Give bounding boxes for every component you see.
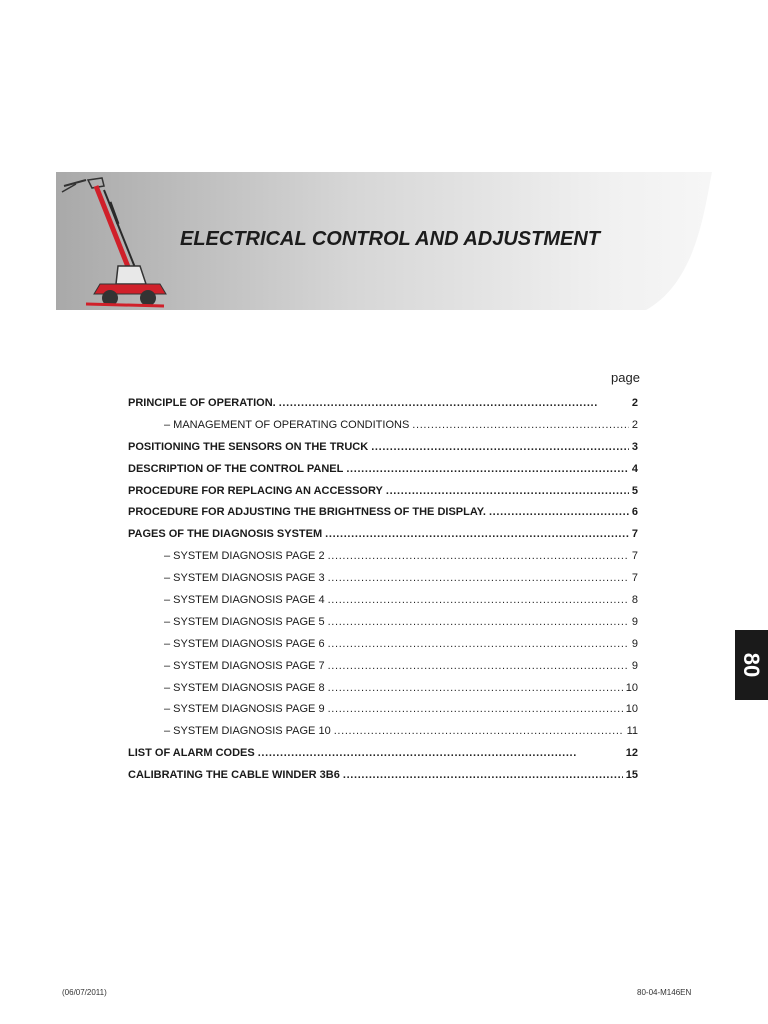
toc-entry[interactable] — [128, 485, 638, 507]
toc-leader-dots — [343, 769, 623, 781]
section-tab-number: 80 — [739, 652, 765, 678]
toc-leader-dots — [328, 703, 623, 715]
toc-entry-title: PROCEDURE FOR REPLACING AN ACCESSORY — [128, 484, 383, 497]
toc-leader-dots — [279, 397, 629, 409]
toc-entry-page: 3 — [631, 440, 638, 453]
toc-entry-page: 7 — [631, 528, 638, 541]
toc-entry[interactable] — [128, 594, 638, 616]
toc-entry-page: 2 — [631, 418, 638, 431]
toc-leader-dots — [328, 594, 629, 606]
toc-entry[interactable] — [128, 616, 638, 638]
toc-leader-dots — [328, 572, 629, 584]
toc-entry[interactable] — [128, 638, 638, 660]
toc-leader-dots — [328, 616, 629, 628]
toc-leader-dots — [371, 441, 629, 453]
toc-entry[interactable] — [128, 747, 638, 769]
toc-entry-title: – SYSTEM DIAGNOSIS PAGE 9 — [164, 703, 325, 716]
toc-entry-title: PROCEDURE FOR ADJUSTING THE BRIGHTNESS OF THE DISPLAY. — [128, 506, 486, 519]
toc-leader-dots — [328, 682, 623, 694]
toc-leader-dots — [258, 747, 623, 759]
toc-entry-page: 10 — [625, 681, 638, 694]
toc-leader-dots — [489, 506, 629, 518]
toc-leader-dots — [328, 638, 629, 650]
toc-entry-page: 6 — [631, 506, 638, 519]
toc-entry[interactable] — [128, 463, 638, 485]
section-tab — [735, 630, 768, 700]
toc-entry[interactable] — [128, 682, 638, 704]
toc-entry[interactable] — [128, 506, 638, 528]
toc-entry[interactable] — [128, 769, 638, 791]
toc-entry-page: 7 — [631, 550, 638, 563]
footer-date: (06/07/2011) — [62, 988, 107, 997]
toc-leader-dots — [386, 485, 629, 497]
toc-leader-dots — [346, 463, 629, 475]
toc-entry[interactable] — [128, 528, 638, 550]
toc-entry-title: – SYSTEM DIAGNOSIS PAGE 10 — [164, 725, 331, 738]
toc-page-column-label: page — [611, 370, 640, 385]
toc-entry-page: 7 — [631, 572, 638, 585]
toc-entry-page: 5 — [631, 484, 638, 497]
toc-leader-dots — [412, 419, 629, 431]
toc-entry-page: 9 — [631, 637, 638, 650]
toc-entry-title: – MANAGEMENT OF OPERATING CONDITIONS — [164, 418, 410, 431]
section-banner — [56, 172, 712, 310]
footer-doc-ref: 80-04-M146EN — [637, 988, 692, 997]
toc-entry-title: PRINCIPLE OF OPERATION. — [128, 397, 276, 409]
toc-entry-title: DESCRIPTION OF THE CONTROL PANEL — [128, 462, 344, 475]
toc-entry-title: LIST OF ALARM CODES — [128, 747, 255, 760]
toc-entry-page: 4 — [631, 462, 638, 475]
toc-entry-title: – SYSTEM DIAGNOSIS PAGE 6 — [164, 637, 325, 650]
toc-entry[interactable] — [128, 550, 638, 572]
toc-entry-title: – SYSTEM DIAGNOSIS PAGE 4 — [164, 594, 325, 607]
toc-entry-page: 8 — [631, 594, 638, 607]
toc-entry-page: 9 — [631, 659, 638, 672]
toc-entry-title: – SYSTEM DIAGNOSIS PAGE 7 — [164, 659, 325, 672]
page-title: ELECTRICAL CONTROL AND ADJUSTMENT — [180, 228, 600, 250]
toc-entry-title: CALIBRATING THE CABLE WINDER 3B6 — [128, 769, 340, 782]
toc-entry[interactable] — [128, 703, 638, 725]
toc-leader-dots — [325, 528, 629, 540]
toc-entry-title: PAGES OF THE DIAGNOSIS SYSTEM — [128, 528, 323, 541]
toc-entry-page: 11 — [626, 725, 638, 738]
toc-entry[interactable] — [128, 441, 638, 463]
toc-entry[interactable] — [128, 572, 638, 594]
toc-entry[interactable] — [128, 660, 638, 682]
toc-entry-page: 12 — [625, 747, 638, 760]
toc-entry-title: – SYSTEM DIAGNOSIS PAGE 2 — [164, 550, 325, 563]
toc-entry-title: – SYSTEM DIAGNOSIS PAGE 3 — [164, 572, 325, 585]
toc-entry-title: – SYSTEM DIAGNOSIS PAGE 8 — [164, 681, 325, 694]
toc-leader-dots — [328, 550, 629, 562]
toc-entry-title: POSITIONING THE SENSORS ON THE TRUCK — [128, 440, 369, 453]
toc-entry[interactable] — [128, 419, 638, 441]
toc-entry-page: 15 — [625, 769, 638, 782]
toc-entry-title: – SYSTEM DIAGNOSIS PAGE 5 — [164, 615, 325, 628]
toc-entry[interactable] — [128, 725, 638, 747]
toc-entry-page: 2 — [631, 397, 638, 409]
toc-leader-dots — [328, 660, 629, 672]
toc-entry-page: 10 — [625, 703, 638, 716]
table-of-contents — [128, 397, 638, 791]
toc-entry-page: 9 — [631, 615, 638, 628]
toc-entry[interactable] — [128, 397, 638, 419]
toc-leader-dots — [334, 725, 624, 737]
